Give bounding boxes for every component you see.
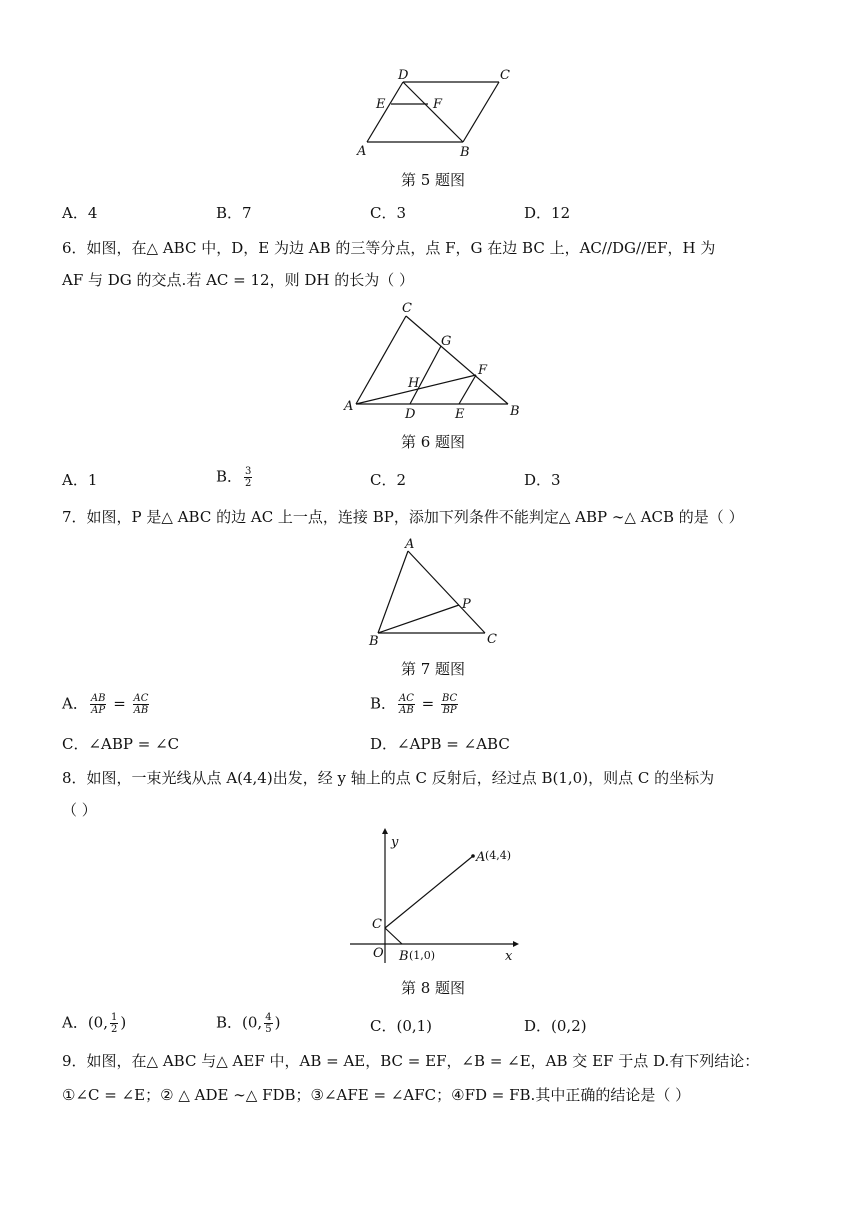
q8-option-b-num: 4 [265, 1012, 272, 1023]
q7-label-p: P [462, 597, 471, 612]
q7-option-a-n2: AC [133, 693, 149, 704]
q8-option-a-den: 2 [111, 1024, 118, 1035]
q8-label-o: O [373, 946, 384, 961]
q8-option-b-prefix: B．(0, [216, 1013, 263, 1032]
q6-label-g: G [441, 334, 452, 349]
q8-option-d[interactable]: D．(0,2) [524, 1017, 587, 1035]
point-a [471, 854, 475, 858]
q6-label-c: C [402, 301, 412, 316]
q6-label-b: B [510, 404, 520, 419]
q7-caption: 第 7 题图 [400, 660, 466, 678]
q6-option-a[interactable]: A．1 [62, 471, 98, 489]
q5-label-e: E [376, 97, 386, 112]
q6-caption: 第 6 题图 [400, 433, 466, 451]
q6-label-d: D [405, 407, 416, 420]
y-axis-arrow [382, 828, 388, 834]
q8-label-a: A [476, 850, 486, 865]
q7-option-d[interactable]: D．∠APB = ∠ABC [370, 735, 510, 753]
q7-option-a-d2: AB [133, 705, 149, 716]
q8-option-a-prefix: A．(0, [62, 1013, 108, 1032]
q5-option-a[interactable]: A．4 [62, 204, 98, 222]
q8-label-b: B [399, 949, 409, 964]
q7-option-b-n1: AC [399, 693, 414, 704]
q7-option-a-d1: AP [91, 705, 106, 716]
q7-option-a-prefix: A． [62, 694, 88, 713]
q7-option-a[interactable] [62, 693, 151, 716]
q5-label-c: C [500, 68, 510, 83]
q7-option-b-frac2 [441, 693, 458, 716]
q6-option-b[interactable] [216, 466, 254, 489]
q9-stem-line2: ①∠C = ∠E；② △ ADE ∼△ FDB；③∠AFE = ∠AFC；④FD = FB.其中正确的结论是（ ） [62, 1086, 691, 1104]
q6-option-c[interactable]: C．2 [370, 471, 407, 489]
q7-label-a: A [405, 537, 415, 552]
q7-option-a-frac1 [90, 693, 107, 716]
q6-label-h: H [408, 376, 420, 391]
q7-option-b[interactable] [370, 693, 460, 716]
q7-option-c[interactable]: C．∠ABP = ∠C [62, 735, 180, 753]
q5-label-d: D [398, 68, 409, 83]
q6-label-a: A [344, 399, 354, 414]
q6-figure [340, 300, 530, 420]
q5-caption: 第 5 题图 [400, 171, 466, 189]
q6-option-b-num: 3 [245, 466, 252, 477]
q6-stem-line1: 6．如图，在△ ABC 中，D，E 为边 AB 的三等分点，点 F，G 在边 BC 上，AC//DG//EF，H 为 [62, 239, 716, 257]
q7-option-b-d2: BP [442, 705, 457, 716]
q6-label-f: F [478, 363, 488, 378]
q7-option-b-d1: AB [399, 705, 414, 716]
q7-option-a-equals: = [108, 694, 131, 713]
q8-label-a-coord: (4,4) [485, 849, 512, 862]
q8-option-a-fraction [110, 1012, 118, 1035]
q8-stem-line1: 8．如图，一束光线从点 A(4,4)出发，经 y 轴上的点 C 反射后，经过点 B(1,0)，则点 C 的坐标为 [62, 769, 715, 787]
q6-option-b-prefix: B． [216, 467, 243, 486]
q9-stem-line1: 9．如图，在△ ABC 与△ AEF 中，AB = AE，BC = EF，∠B = ∠E，AB 交 EF 于点 D.有下列结论： [62, 1052, 760, 1070]
q7-label-b: B [369, 634, 379, 649]
q7-option-b-frac1 [398, 693, 415, 716]
q5-label-a: A [357, 144, 367, 159]
q8-label-x: x [505, 949, 513, 964]
q8-stem-line2: （ ） [62, 801, 97, 819]
q5-label-f: F [433, 97, 443, 112]
q7-option-a-n1: AB [90, 693, 106, 704]
q7-figure [360, 535, 510, 650]
q7-option-b-equals: = [416, 694, 440, 713]
q8-option-b[interactable] [216, 1012, 280, 1035]
q7-label-c: C [487, 632, 497, 647]
q7-option-b-prefix: B． [370, 694, 397, 713]
q6-option-d[interactable]: D．3 [524, 471, 561, 489]
q8-label-c: C [372, 917, 382, 932]
q8-label-b-coord: (1,0) [409, 949, 436, 962]
q8-label-y: y [391, 835, 399, 850]
q6-option-b-den: 2 [245, 478, 252, 489]
q8-option-a-num: 1 [111, 1012, 118, 1023]
q7-option-a-frac2 [133, 693, 150, 716]
q5-label-b: B [460, 145, 470, 160]
q8-option-b-den: 5 [265, 1024, 272, 1035]
q6-label-e: E [455, 407, 465, 420]
q5-option-c[interactable]: C．3 [370, 204, 407, 222]
q8-option-b-fraction [264, 1012, 272, 1035]
q8-figure [345, 828, 525, 968]
q8-option-b-suffix: ) [274, 1013, 281, 1032]
q7-option-b-n2: BC [442, 693, 458, 704]
q6-stem-line2: AF 与 DG 的交点.若 AC = 12，则 DH 的长为（ ） [62, 271, 415, 289]
q5-option-b[interactable]: B．7 [216, 204, 252, 222]
q7-stem: 7．如图，P 是△ ABC 的边 AC 上一点，连接 BP，添加下列条件不能判定△ ABP ∼△ ACB 的是（ ） [62, 508, 744, 526]
q6-option-b-fraction [244, 466, 252, 489]
q5-option-d[interactable]: D．12 [524, 204, 571, 222]
q8-option-a-suffix: ) [120, 1013, 127, 1032]
q8-option-c[interactable]: C．(0,1) [370, 1017, 433, 1035]
x-axis-arrow [513, 941, 519, 947]
q8-option-a[interactable] [62, 1012, 126, 1035]
q8-caption: 第 8 题图 [400, 979, 466, 997]
q5-figure [350, 66, 520, 162]
